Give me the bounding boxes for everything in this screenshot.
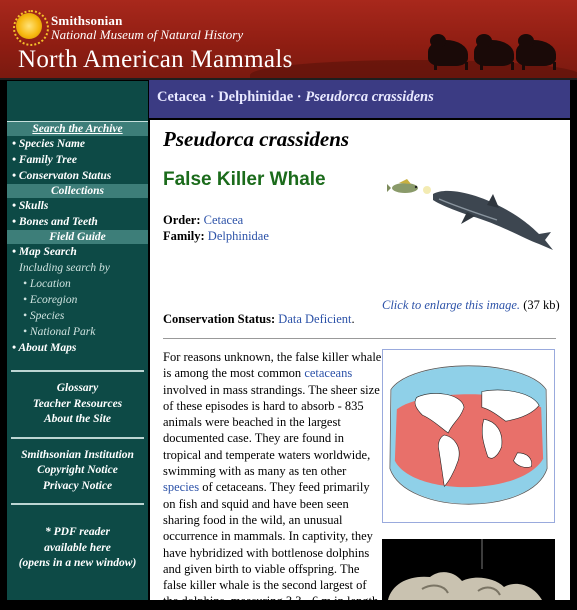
order-label: Order: [163, 213, 201, 227]
status-label: Conservation Status: [163, 312, 276, 326]
main-content [150, 120, 570, 609]
pdf-note-line2[interactable]: available here [44, 541, 111, 554]
family-label: Family: [163, 229, 205, 243]
institution-line: Smithsonian [51, 13, 123, 28]
conservation-status [163, 312, 355, 327]
smithsonian-sun-logo-icon[interactable] [16, 13, 42, 39]
muskox-silhouette-icon [474, 40, 514, 66]
museum-line: National Museum of Natural History [51, 27, 244, 42]
breadcrumb-species: Pseudorca crassidens [305, 89, 434, 105]
content-divider [163, 338, 556, 339]
description-text: For reasons unknown, the false killer whale is among the most common [163, 350, 382, 381]
sidebar-item-species-name[interactable]: • Species Name [12, 138, 86, 150]
sidebar-item-species[interactable]: • Species [23, 310, 65, 322]
breadcrumb-order[interactable]: Cetacea [157, 89, 207, 105]
sidebar-item-skulls[interactable]: • Skulls [12, 200, 49, 212]
enlarge-image-caption [382, 297, 560, 313]
sidebar-item-conservation-status[interactable]: • Conservaton Status [12, 170, 112, 182]
cetaceans-link[interactable]: cetaceans [304, 366, 353, 381]
breadcrumb-family[interactable]: Delphinidae [218, 89, 294, 105]
site-title: North American Mammals [18, 46, 293, 73]
sidebar-item-national-park[interactable]: • National Park [23, 326, 96, 338]
sidebar-link-about-site[interactable]: About the Site [43, 413, 112, 425]
false-killer-whale-image[interactable] [387, 172, 555, 252]
description-text: involved in mass strandings. The sheer size of these episodes is hard to absorb - 835 animals were beached in the largest documented case. They are found in tropical and temperate waters worldwide, swimming with as many as ten other [163, 382, 380, 479]
sidebar-nav [7, 81, 148, 600]
sidebar-item-bones-teeth[interactable]: • Bones and Teeth [12, 216, 98, 228]
enlarge-image-link[interactable]: Click to enlarge this image. [382, 298, 521, 312]
order-link[interactable]: Cetacea [203, 213, 244, 227]
common-name-heading: False Killer Whale [163, 169, 326, 190]
sidebar-item-location[interactable]: • Location [23, 278, 71, 290]
status-period: . [351, 312, 355, 326]
field-guide-heading: Field Guide [7, 230, 148, 244]
breadcrumb [149, 80, 570, 118]
sidebar-item-ecoregion[interactable]: • Ecoregion [23, 294, 78, 306]
sidebar-item-about-maps[interactable]: • About Maps [12, 342, 77, 354]
fish-icon [387, 179, 418, 194]
family-link[interactable]: Delphinidae [207, 229, 269, 243]
description-text: of cetaceans. They feed primarily on fish and squid and have been seen sharing food in the wild, an unusual occurrence in mammals. In captivity, they have hybridized with bottlenose dolphins and given birth to viable offspring. The false killer whale is the second largest of the dolphins, measuring 3.3 - 6 m in length [163, 480, 379, 609]
muskox-silhouette-icon [428, 40, 468, 66]
pdf-note-line1[interactable]: * PDF reader [45, 526, 110, 538]
pdf-note-line3: (opens in a new window) [18, 557, 137, 569]
sidebar-link-teacher-resources[interactable]: Teacher Resources [32, 397, 123, 410]
status-link[interactable]: Data Deficient [278, 312, 352, 326]
muskox-silhouette-icon [516, 40, 556, 66]
sidebar-link-smithsonian[interactable]: Smithsonian Institution [21, 448, 134, 461]
taxonomy-info [163, 212, 269, 244]
breadcrumb-separator: · [293, 89, 306, 105]
breadcrumb-separator: · [206, 89, 219, 105]
collections-heading: Collections [7, 184, 148, 198]
sidebar-item-map-search[interactable]: • Map Search [12, 246, 77, 258]
image-size-label: (37 kb) [520, 298, 560, 312]
species-link[interactable]: species [163, 480, 200, 495]
skull-photo-image[interactable] [382, 539, 555, 600]
range-map-image[interactable] [382, 349, 555, 523]
sidebar-link-copyright[interactable]: Copyright Notice [37, 464, 118, 476]
including-search-label: Including search by [19, 262, 110, 274]
site-header [0, 0, 577, 78]
species-description [163, 349, 383, 610]
sidebar-item-family-tree[interactable]: • Family Tree [12, 154, 77, 166]
search-archive-link[interactable]: Search the Archive [7, 122, 148, 136]
sidebar-link-privacy[interactable]: Privacy Notice [42, 479, 113, 492]
sidebar-link-glossary[interactable]: Glossary [56, 382, 99, 394]
page-title: Pseudorca crassidens [163, 127, 350, 151]
institution-name[interactable] [51, 14, 243, 42]
